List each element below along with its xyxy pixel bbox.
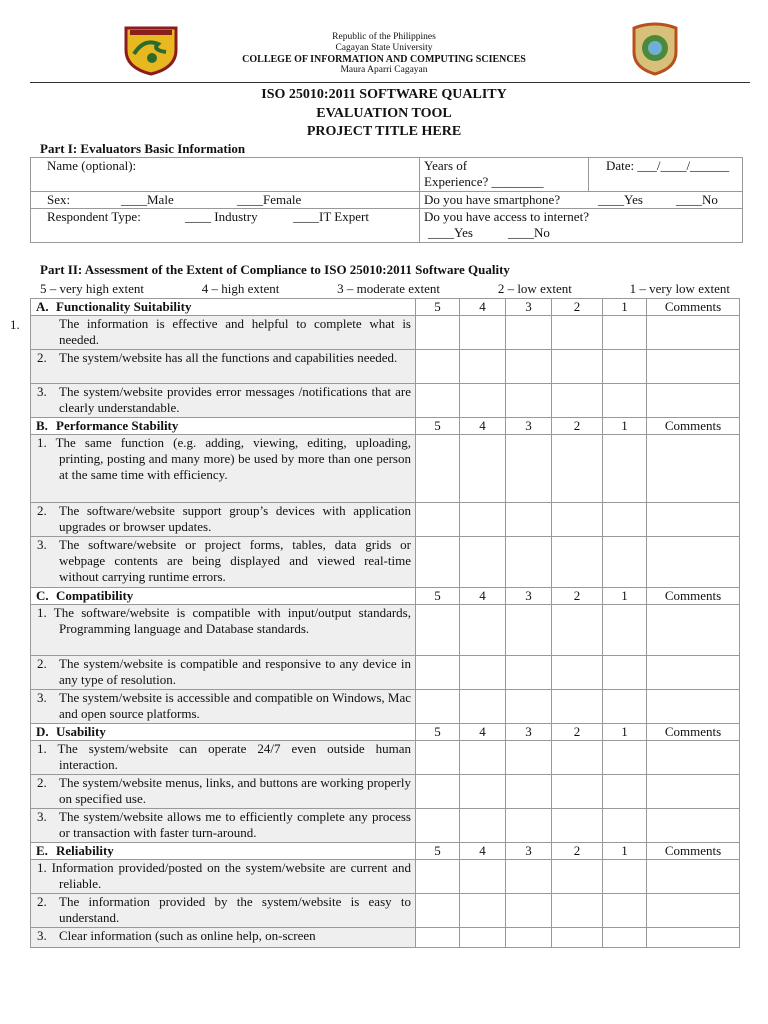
rating-column-header: 3 [506, 418, 552, 435]
rating-cell[interactable] [603, 809, 647, 843]
rating-cell[interactable] [552, 316, 603, 350]
criterion-text [31, 928, 416, 948]
comments-column-header: Comments [647, 724, 740, 741]
rating-column-header: 2 [552, 299, 603, 316]
rating-cell[interactable] [416, 775, 460, 809]
rating-cell[interactable] [506, 656, 552, 690]
criterion-label: The system/website is compatible and responsive to any device in any type of resolution. [59, 656, 411, 687]
comment-cell[interactable] [647, 809, 740, 843]
part2-heading: Part II: Assessment of the Extent of Compliance to ISO 25010:2011 Software Quality [40, 262, 510, 277]
scale-2: 2 – low extent [497, 281, 572, 296]
rating-cell[interactable] [506, 537, 552, 588]
rating-column-header: 5 [416, 418, 460, 435]
rating-cell[interactable] [603, 537, 647, 588]
criterion-number: 2. [37, 775, 47, 790]
rating-cell[interactable] [603, 605, 647, 656]
header-line-republic: Republic of the Philippines [332, 32, 436, 42]
criterion-number: 2. [37, 894, 47, 909]
rating-cell[interactable] [506, 741, 552, 775]
title-line-3: PROJECT TITLE HERE [306, 124, 462, 139]
section-heading [31, 843, 416, 860]
comment-cell[interactable] [647, 537, 740, 588]
rating-cell[interactable] [552, 350, 603, 384]
criterion-label: 1. The software/website is compatible with input/output standards, Programming language and Database standards. [37, 605, 411, 636]
rating-column-header: 4 [460, 299, 506, 316]
rating-cell[interactable] [506, 775, 552, 809]
comment-cell[interactable] [647, 384, 740, 418]
rating-cell[interactable] [460, 605, 506, 656]
rating-column-header: 5 [416, 843, 460, 860]
section-letter: C. [36, 588, 49, 603]
criterion-text [31, 690, 416, 724]
rating-cell[interactable] [552, 537, 603, 588]
rating-column-header: 5 [416, 588, 460, 605]
section-heading [31, 299, 416, 316]
rating-cell[interactable] [552, 384, 603, 418]
smartphone-field[interactable]: Do you have smartphone? ____Yes ____No [420, 192, 743, 209]
rating-column-header: 1 [603, 843, 647, 860]
comment-cell[interactable] [647, 435, 740, 503]
rating-column-header: 4 [460, 588, 506, 605]
criterion-label: The information is effective and helpful to complete what is needed. [59, 316, 411, 347]
criterion-text [31, 435, 416, 503]
criterion-text [31, 350, 416, 384]
rating-cell[interactable] [506, 690, 552, 724]
rating-cell[interactable] [552, 928, 603, 948]
title-line-2: EVALUATION TOOL [316, 105, 452, 121]
header-line-university: Cagayan State University [335, 43, 433, 53]
section-title: Functionality Suitability [56, 299, 192, 314]
rating-cell[interactable] [460, 316, 506, 350]
rating-cell[interactable] [460, 690, 506, 724]
comments-column-header: Comments [647, 843, 740, 860]
rating-cell[interactable] [416, 316, 460, 350]
rating-cell[interactable] [506, 860, 552, 894]
section-title: Usability [56, 724, 106, 739]
criterion-label: 1. The system/website can operate 24/7 even outside human interaction. [37, 741, 411, 772]
rating-column-header: 1 [603, 724, 647, 741]
criterion-text [31, 809, 416, 843]
rating-cell[interactable] [552, 605, 603, 656]
rating-cell[interactable] [416, 741, 460, 775]
criterion-text [31, 775, 416, 809]
rating-cell[interactable] [416, 605, 460, 656]
comment-cell[interactable] [647, 690, 740, 724]
criterion-label: The system/website menus, links, and buttons are working properly on specified use. [59, 775, 411, 806]
rating-cell[interactable] [603, 690, 647, 724]
criterion-number: 3. [37, 928, 47, 943]
rating-cell[interactable] [416, 435, 460, 503]
respondent-type-field[interactable]: Respondent Type: ____ Industry ____IT Expert [31, 209, 420, 243]
rating-cell[interactable] [506, 894, 552, 928]
rating-cell[interactable] [460, 384, 506, 418]
rating-cell[interactable] [416, 503, 460, 537]
rating-cell[interactable] [506, 350, 552, 384]
header-line-college: COLLEGE OF INFORMATION AND COMPUTING SCIENCES [242, 54, 526, 65]
rating-column-header: 1 [603, 588, 647, 605]
criterion-text [31, 316, 416, 350]
comment-cell[interactable] [647, 350, 740, 384]
part1-heading: Part I: Evaluators Basic Information [40, 141, 246, 156]
comment-cell[interactable] [647, 316, 740, 350]
rating-cell[interactable] [552, 690, 603, 724]
rating-column-header: 5 [416, 299, 460, 316]
sex-field[interactable]: Sex: ____Male ____Female [31, 192, 420, 209]
comment-cell[interactable] [647, 605, 740, 656]
rating-cell[interactable] [552, 435, 603, 503]
section-letter: B. [36, 418, 48, 433]
rating-cell[interactable] [552, 656, 603, 690]
evaluator-info-table [30, 157, 743, 243]
rating-scale-legend [40, 281, 730, 297]
header-line-address: Maura Aparri Cagayan [340, 65, 428, 75]
scale-5: 5 – very high extent [40, 281, 144, 296]
comment-cell[interactable] [647, 656, 740, 690]
rating-column-header: 1 [603, 418, 647, 435]
criterion-text [31, 860, 416, 894]
section-letter: A. [36, 299, 49, 314]
rating-cell[interactable] [460, 894, 506, 928]
criterion-label: The information provided by the system/website is easy to understand. [59, 894, 411, 925]
comment-cell[interactable] [647, 928, 740, 948]
rating-cell[interactable] [416, 350, 460, 384]
criterion-text [31, 537, 416, 588]
section-heading [31, 724, 416, 741]
section-title: Reliability [56, 843, 114, 858]
internet-field[interactable]: Do you have access to internet? ____Yes ____No [420, 209, 743, 243]
criterion-number: 3. [37, 690, 47, 705]
years-field[interactable]: Years of Experience? ________ [420, 158, 589, 192]
rating-cell[interactable] [603, 316, 647, 350]
rating-cell[interactable] [460, 775, 506, 809]
rating-cell[interactable] [416, 894, 460, 928]
header-divider [30, 82, 750, 83]
rating-column-header: 1 [603, 299, 647, 316]
criterion-label: The system/website has all the functions and capabilities needed. [59, 350, 398, 365]
rating-cell[interactable] [506, 928, 552, 948]
rating-column-header: 2 [552, 843, 603, 860]
rating-cell[interactable] [552, 860, 603, 894]
rating-cell[interactable] [460, 809, 506, 843]
comment-cell[interactable] [647, 860, 740, 894]
criterion-text [31, 605, 416, 656]
criterion-label: The software/website support group’s devices with application upgrades or browser updates. [59, 503, 411, 534]
criterion-number: 2. [37, 656, 47, 671]
rating-cell[interactable] [506, 384, 552, 418]
section-title: Performance Stability [56, 418, 179, 433]
rating-cell[interactable] [506, 809, 552, 843]
comments-column-header: Comments [647, 418, 740, 435]
rating-cell[interactable] [603, 435, 647, 503]
rating-cell[interactable] [603, 384, 647, 418]
rating-cell[interactable] [603, 656, 647, 690]
section-letter: D. [36, 724, 49, 739]
rating-cell[interactable] [416, 656, 460, 690]
criterion-label: The system/website allows me to efficiently complete any process or transaction with faster turn-around. [59, 809, 411, 840]
section-heading [31, 588, 416, 605]
rating-column-header: 2 [552, 588, 603, 605]
section-heading [31, 418, 416, 435]
criterion-label: The system/website is accessible and compatible on Windows, Mac and open source platforms. [59, 690, 411, 721]
rating-column-header: 3 [506, 843, 552, 860]
rating-cell[interactable] [552, 775, 603, 809]
title-line-1: ISO 25010:2011 SOFTWARE QUALITY [261, 87, 507, 102]
criterion-label: The system/website provides error messages /notifications that are clearly understandable. [59, 384, 411, 415]
rating-column-header: 3 [506, 299, 552, 316]
rating-cell[interactable] [603, 741, 647, 775]
rating-cell[interactable] [416, 690, 460, 724]
rating-column-header: 4 [460, 843, 506, 860]
rating-cell[interactable] [416, 809, 460, 843]
rating-cell[interactable] [416, 537, 460, 588]
criterion-text [31, 503, 416, 537]
comment-cell[interactable] [647, 775, 740, 809]
rating-column-header: 5 [416, 724, 460, 741]
rating-cell[interactable] [506, 435, 552, 503]
criterion-label: Clear information (such as online help, on-screen [59, 928, 316, 943]
rating-column-header: 2 [552, 418, 603, 435]
criterion-text [31, 741, 416, 775]
rating-cell[interactable] [603, 775, 647, 809]
rating-cell[interactable] [416, 384, 460, 418]
rating-column-header: 4 [460, 724, 506, 741]
criterion-label: 1. The same function (e.g. adding, viewing, editing, uploading, printing, posting and many more) be used by more than one person at the same time with efficiency. [37, 435, 411, 482]
criterion-text [31, 656, 416, 690]
rating-cell[interactable] [603, 860, 647, 894]
criterion-label: 1. Information provided/posted on the system/website are current and reliable. [37, 860, 411, 891]
criterion-label: The software/website or project forms, tables, data grids or webpage contents are being displayed and viewed real-time without carrying runtime errors. [59, 537, 411, 584]
scale-3: 3 – moderate extent [337, 281, 441, 296]
criterion-number: 3. [37, 809, 47, 824]
rating-cell[interactable] [460, 435, 506, 503]
rating-cell[interactable] [460, 537, 506, 588]
document-header [0, 32, 768, 76]
rating-cell[interactable] [552, 503, 603, 537]
rating-cell[interactable] [460, 860, 506, 894]
rating-cell[interactable] [603, 928, 647, 948]
rating-cell[interactable] [552, 741, 603, 775]
item-a1-number: 1. [10, 317, 20, 332]
rating-cell[interactable] [552, 894, 603, 928]
section-title: Compatibility [56, 588, 134, 603]
section-letter: E. [36, 843, 48, 858]
rating-cell[interactable] [552, 809, 603, 843]
date-field[interactable]: Date: ___/____/______ [589, 158, 743, 192]
rating-cell[interactable] [460, 741, 506, 775]
rating-cell[interactable] [460, 928, 506, 948]
rating-column-header: 4 [460, 418, 506, 435]
rating-cell[interactable] [416, 860, 460, 894]
rating-cell[interactable] [460, 503, 506, 537]
criterion-text [31, 894, 416, 928]
criterion-number: 3. [37, 384, 47, 399]
rating-cell[interactable] [603, 894, 647, 928]
comments-column-header: Comments [647, 588, 740, 605]
rating-column-header: 3 [506, 588, 552, 605]
comment-cell[interactable] [647, 503, 740, 537]
rating-column-header: 3 [506, 724, 552, 741]
rating-cell[interactable] [506, 503, 552, 537]
criterion-text [31, 384, 416, 418]
criterion-number: 2. [37, 350, 47, 365]
rating-cell[interactable] [506, 316, 552, 350]
scale-4: 4 – high extent [201, 281, 280, 296]
comment-cell[interactable] [647, 741, 740, 775]
rating-cell[interactable] [506, 605, 552, 656]
rating-cell[interactable] [416, 928, 460, 948]
criterion-number: 2. [37, 503, 47, 518]
scale-1: 1 – very low extent [629, 281, 730, 296]
criterion-number: 3. [37, 537, 47, 552]
rating-cell[interactable] [603, 503, 647, 537]
assessment-table [30, 298, 740, 948]
comment-cell[interactable] [647, 894, 740, 928]
rating-column-header: 2 [552, 724, 603, 741]
rating-cell[interactable] [460, 350, 506, 384]
document-title [0, 86, 768, 142]
rating-cell[interactable] [460, 656, 506, 690]
name-field[interactable]: Name (optional): [31, 158, 420, 192]
comments-column-header: Comments [647, 299, 740, 316]
rating-cell[interactable] [603, 350, 647, 384]
